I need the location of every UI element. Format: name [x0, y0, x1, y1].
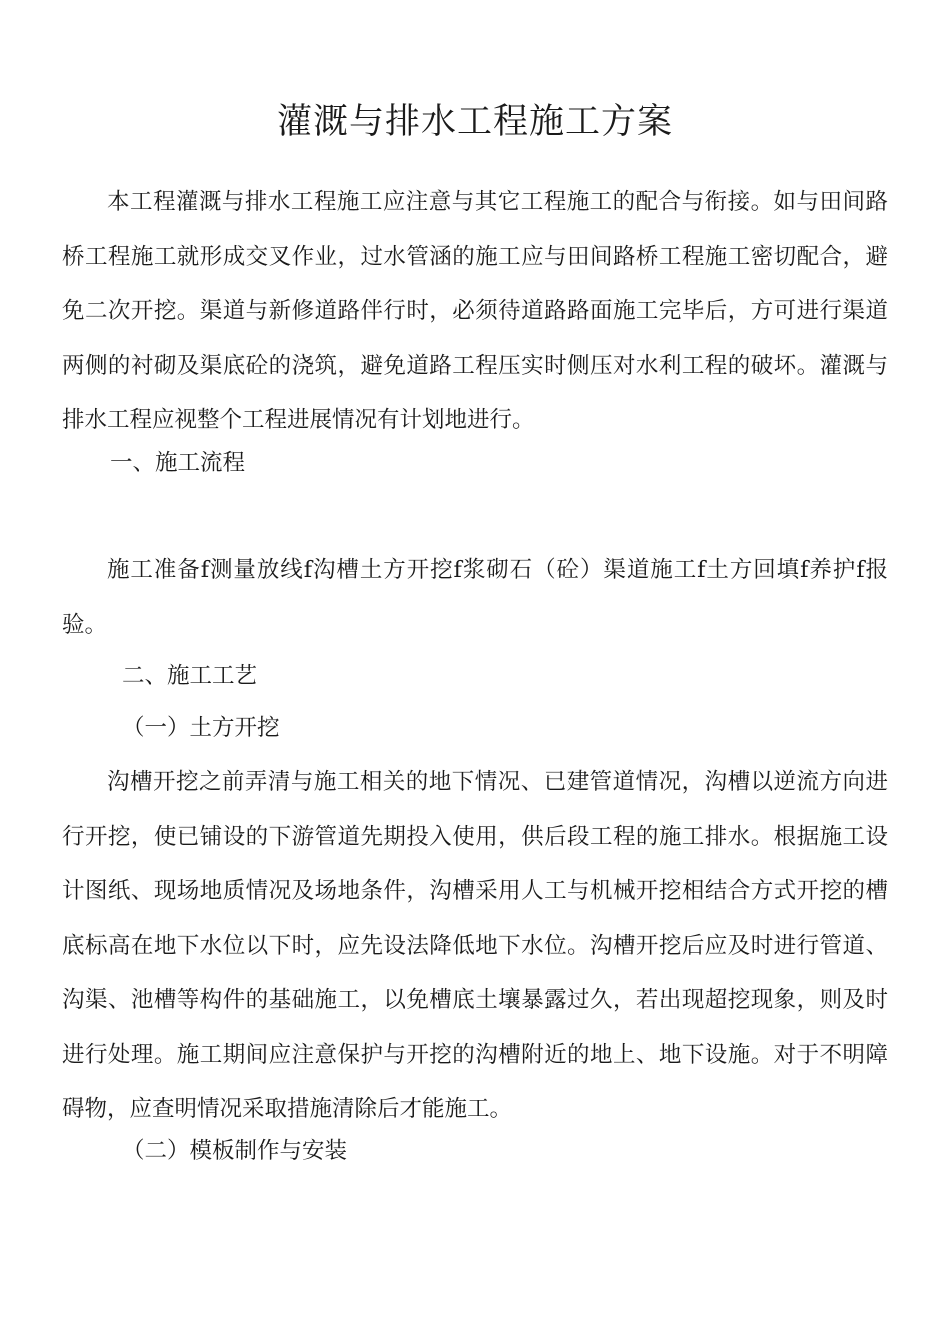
document-title: 灌溉与排水工程施工方案 [276, 102, 673, 142]
subsection2-heading: （二）模板制作与安装 [122, 1138, 348, 1164]
section2-heading: 二、施工工艺 [122, 663, 258, 689]
intro-paragraph: 本工程灌溉与排水工程施工应注意与其它工程施工的配合与衔接。如与田间路桥工程施工就形成交叉作业，过水管涵的施工应与田间路桥工程施工密切配合，避免二次开挖。渠道与新修道路伴行时，必须待道路路面施工完毕后，方可进行渠道两侧的衬砌及渠底砼的浇筑，避免道路工程压实时侧压对水利工程的破坏。灌溉与排水工程应视整个工程进展情况有计划地进行。 [62, 189, 888, 433]
section1-flow-paragraph: 施工准备f测量放线f沟槽土方开挖f浆砌石（砼）渠道施工f土方回填f养护f报验。 [62, 557, 888, 638]
subsection1-paragraph: 沟槽开挖之前弄清与施工相关的地下情况、已建管道情况，沟槽以逆流方向进行开挖，使已铺设的下游管道先期投入使用，供后段工程的施工排水。根据施工设计图纸、现场地质情况及场地条件，沟槽采用人工与机械开挖相结合方式开挖的槽底标高在地下水位以下时，应先设法降低地下水位。沟槽开挖后应及时进行管道、沟渠、池槽等构件的基础施工，以免槽底土壤暴露过久，若出现超挖现象，则及时进行处理。施工期间应注意保护与开挖的沟槽附近的地上、地下设施。对于不明障碍物，应查明情况采取措施清除后才能施工。 [62, 769, 888, 1122]
section1-heading: 一、施工流程 [110, 450, 246, 476]
subsection1-heading: （一）土方开挖 [122, 715, 280, 741]
